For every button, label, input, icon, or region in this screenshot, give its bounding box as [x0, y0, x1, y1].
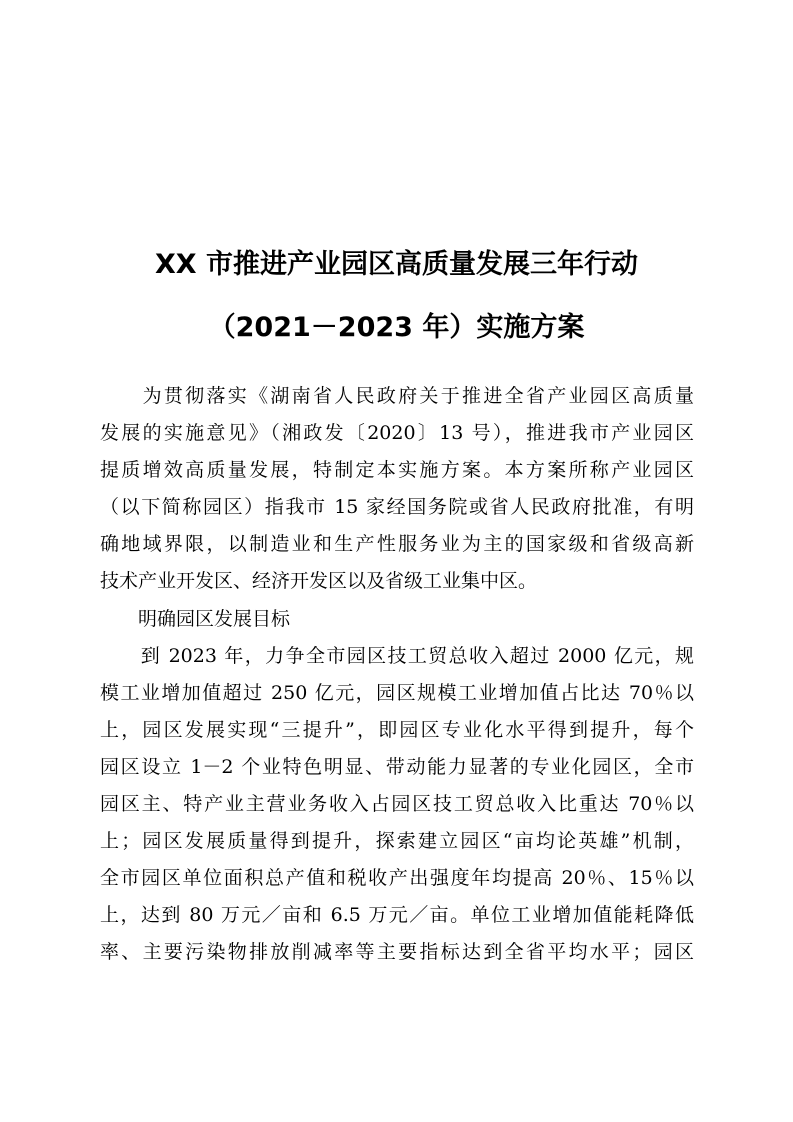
document-title-line-1: XX 市推进产业园区高质量发展三年行动: [154, 249, 639, 280]
section-heading: [100, 601, 694, 638]
paragraph-line: （以下简称园区）指我市 15 家经国务院或省人民政府批准，有明: [100, 496, 694, 518]
paragraph-line: 园区主、特产业主营业务收入占园区技工贸总收入比重达 70％以: [100, 793, 694, 815]
paragraph-line: 到 2023 年，力争全市园区技工贸总收入超过 2000 亿元，规: [100, 645, 694, 667]
paragraph-line: 上；园区发展质量得到提升，探索建立园区“亩均论英雄”机制，: [100, 830, 694, 852]
paragraph-line: 为贯彻落实《湖南省人民政府关于推进全省产业园区高质量: [100, 385, 694, 407]
paragraph-line: 率、主要污染物排放削减率等主要指标达到全省平均水平；园区: [100, 941, 694, 963]
paragraph-line: 技术产业开发区、经济开发区以及省级工业集中区。: [100, 570, 538, 592]
document-title-line-2: （2021－2023 年）实施方案: [208, 312, 585, 343]
section-heading-text: 明确园区发展目标: [100, 608, 291, 630]
paragraph-line: 发展的实施意见》（湘政发〔2020〕13 号），推进我市产业园区: [100, 422, 694, 444]
paragraph-line: 确地域界限，以制造业和生产性服务业为主的国家级和省级高新: [100, 533, 694, 555]
paragraph-line: 模工业增加值超过 250 亿元，园区规模工业增加值占比达 70％以: [100, 682, 694, 704]
paragraph-line: 上，达到 80 万元／亩和 6.5 万元／亩。单位工业增加值能耗降低: [100, 904, 694, 926]
paragraph-line: 上，园区发展实现“三提升”，即园区专业化水平得到提升，每个: [100, 719, 694, 741]
paragraph-line: 全市园区单位面积总产值和税收产出强度年均提高 20％、15％以: [100, 867, 694, 889]
paragraph-line: 提质增效高质量发展，特制定本实施方案。本方案所称产业园区: [100, 459, 694, 481]
paragraph-line: 园区设立 1－2 个业特色明显、带动能力显著的专业化园区，全市: [100, 756, 694, 778]
intro-paragraph: [100, 378, 694, 600]
goals-paragraph: [100, 638, 694, 971]
